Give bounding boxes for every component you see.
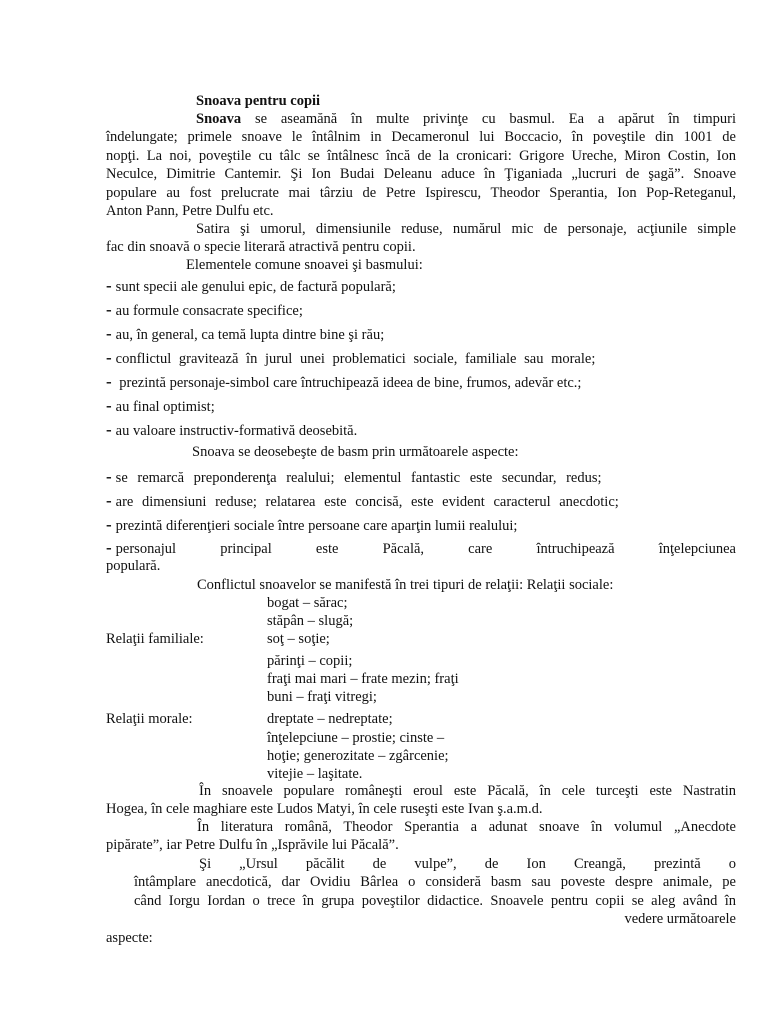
list-item: - prezintă diferenţieri sociale între persoane care aparţin lumii realului; (106, 515, 518, 534)
list-item: - personajul principal este Păcală, care întruchipează înţelepciunea (106, 538, 736, 557)
satira-line: fac din snoavă o specie literară atractivă pentru copii. (106, 239, 416, 255)
relation-moral: înţelepciune – prostie; cinste – (267, 730, 445, 746)
heroes-line: În snoavele populare româneşti eroul este Păcală, în cele turceşti este Nastratin (199, 783, 736, 799)
literature-line: pipărate”, iar Petre Dulfu în „Isprăvile lui Păcală”. (106, 837, 399, 853)
list-item: - au, în general, ca temă lupta dintre bine şi rău; (106, 324, 385, 343)
intro-line: nopţi. La noi, poveştile cu tâlc se întâlnesc încă de la cronicari: Grigore Ureche, Miron Costin, Ion (106, 148, 736, 164)
ursul-line: Şi „Ursul păcălit de vulpe”, de Ion Creangă, prezintă o (199, 856, 736, 872)
common-heading: Elementele comune snoavei şi basmului: (186, 257, 423, 273)
relation-family: soţ – soţie; (267, 631, 330, 647)
relation-moral: dreptate – nedreptate; (267, 711, 393, 727)
ursul-line: vedere următoarele (624, 911, 736, 927)
ursul-line: când Iorgu Iordan o trece în grupa poveştilor didactice. Snoavele pentru copii se aleg având în (134, 893, 736, 909)
intro-line: populare au fost prelucrate mai târziu de Petre Ispirescu, Theodor Sperantia, Ion Pop-Reteganul, (106, 185, 736, 201)
relation-moral: hoţie; generozitate – zgârcenie; (267, 748, 449, 764)
satira-line: Satira şi umorul, dimensiunile reduse, numărul mic de personaje, acţiunile simple (196, 221, 736, 237)
document-title: Snoava pentru copii (196, 93, 321, 109)
family-relations-label: Relaţii familiale: (106, 631, 204, 647)
list-item: - se remarcă preponderenţa realului; elementul fantastic este secundar, redus; (106, 467, 602, 486)
list-item: - conflictul gravitează în jurul unei problematici sociale, familiale sau morale; (106, 348, 596, 367)
ursul-line: aspecte: (106, 930, 153, 946)
relation-family: buni – fraţi vitregi; (267, 689, 377, 705)
intro-bold-word: Snoava (196, 111, 242, 127)
conflict-line: Conflictul snoavelor se manifestă în trei tipuri de relaţii: Relaţii sociale: (197, 577, 614, 593)
list-item: - au formule consacrate specifice; (106, 300, 303, 319)
diff-heading: Snoava se deosebeşte de basm prin următoarele aspecte: (192, 444, 519, 460)
intro-line: Neculce, Dimitrie Cantemir. Şi Ion Budai Deleanu aduce în Ţiganiada „lucruri de şagă”. Snoave (106, 166, 736, 182)
relation-social: bogat – sărac; (267, 595, 348, 611)
list-item-continuation: populară. (106, 558, 161, 574)
heroes-line: Hogea, în cele maghiare este Ludos Matyi, în cele ruseşti este Ivan ş.a.m.d. (106, 801, 543, 817)
relation-family: părinţi – copii; (267, 653, 353, 669)
intro-first-line: Snoava se aseamănă în multe privinţe cu basmul. Ea a apărut în timpuri (196, 111, 736, 127)
relation-social: stăpân – slugă; (267, 613, 354, 629)
intro-line: îndelungate; primele snoave le întâlnim in Decameronul lui Boccacio, în poveştile din 1001 de (106, 129, 736, 145)
list-item: - au final optimist; (106, 396, 215, 415)
list-item: - prezintă personaje-simbol care întruchipează ideea de bine, frumos, adevăr etc.; (106, 372, 582, 391)
list-item: - are dimensiuni reduse; relatarea este concisă, este evident caracterul anecdotic; (106, 491, 619, 510)
relation-family: fraţi mai mari – frate mezin; fraţi (267, 671, 459, 687)
list-item: - sunt specii ale genului epic, de factură populară; (106, 276, 396, 295)
list-item: - au valoare instructiv-formativă deosebită. (106, 420, 358, 439)
ursul-line: întâmplare anecdotică, dar Ovidiu Bârlea o consideră basm sau poveste despre animale, pe (134, 874, 736, 890)
moral-relations-label: Relaţii morale: (106, 711, 193, 727)
intro-line: Anton Pann, Petre Dulfu etc. (106, 203, 274, 219)
literature-line: În literatura română, Theodor Sperantia a adunat snoave în volumul „Anecdote (197, 819, 736, 835)
relation-moral: vitejie – laşitate. (267, 766, 363, 782)
